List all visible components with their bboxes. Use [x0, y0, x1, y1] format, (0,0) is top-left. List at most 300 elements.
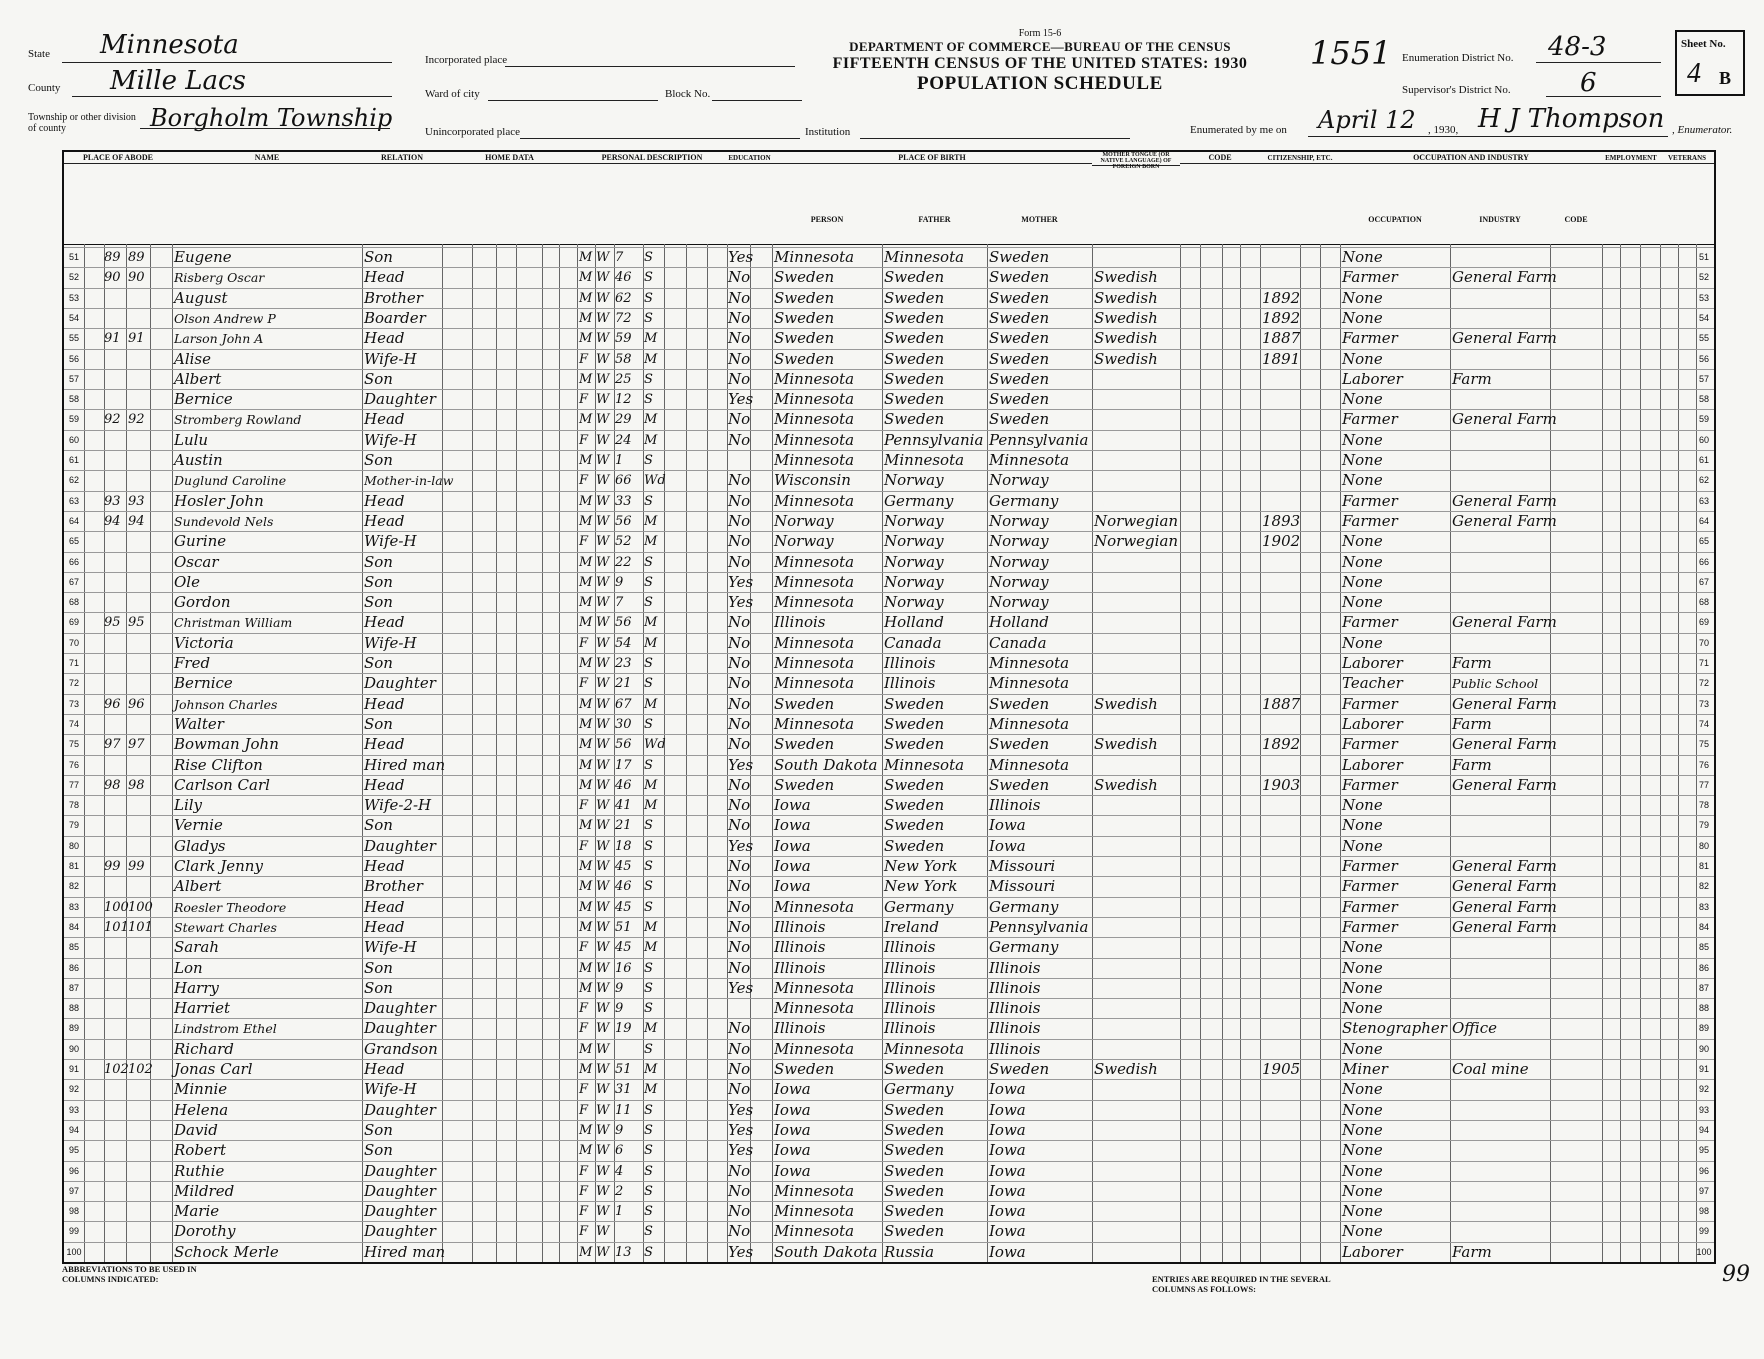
age-cell: 6 — [615, 1143, 624, 1159]
birthplace-mother-cell: Pennsylvania — [989, 430, 1089, 449]
family-number-cell: 97 — [128, 737, 145, 753]
person-name-cell: Larson John A — [174, 331, 264, 347]
age-cell: 62 — [615, 290, 632, 306]
age-cell: 56 — [615, 513, 632, 529]
race-cell: W — [596, 696, 610, 712]
line-number-right: 95 — [1698, 1145, 1709, 1156]
birthplace-person-cell: Illinois — [774, 1019, 826, 1038]
table-row — [64, 1201, 1714, 1221]
marital-status-cell: S — [644, 392, 653, 408]
birthplace-mother-cell: Illinois — [989, 958, 1041, 977]
line-number-right: 97 — [1698, 1185, 1709, 1196]
dwelling-number-cell: 99 — [104, 859, 121, 874]
birthplace-person-cell: Minnesota — [774, 410, 855, 429]
mother-tongue-cell: Swedish — [1094, 1060, 1158, 1078]
occupation-cell: None — [1342, 288, 1383, 307]
race-cell: W — [596, 270, 610, 286]
line-number-right: 78 — [1698, 800, 1709, 811]
birthplace-father-cell: Sweden — [884, 369, 945, 388]
birthplace-person-cell: Minnesota — [774, 897, 855, 916]
sex-cell: M — [579, 250, 593, 265]
age-cell: 51 — [615, 919, 632, 935]
birthplace-person-cell: Illinois — [774, 917, 826, 936]
enumerated-label: Enumerated by me on — [1190, 124, 1287, 136]
table-row — [64, 369, 1714, 389]
age-cell: 12 — [615, 392, 632, 408]
line-number-right: 84 — [1698, 921, 1709, 932]
school-attendance-cell: No — [728, 308, 751, 327]
line-number: 57 — [68, 373, 79, 384]
age-cell: 22 — [615, 554, 632, 570]
occupation-cell: None — [1342, 471, 1383, 490]
birthplace-father-cell: Norway — [884, 471, 944, 490]
line-number: 92 — [68, 1084, 79, 1095]
school-attendance-cell: No — [728, 491, 751, 510]
birthplace-father-cell: Illinois — [884, 938, 936, 957]
age-cell: 46 — [615, 777, 632, 793]
birthplace-father-cell: Sweden — [884, 836, 945, 855]
birthplace-person-cell: Iowa — [774, 796, 811, 815]
birthplace-father-cell: Pennsylvania — [884, 430, 984, 449]
line-number: 52 — [68, 272, 79, 283]
birthplace-mother-cell: Sweden — [989, 775, 1050, 794]
occupation-cell: Farmer — [1342, 735, 1398, 754]
birthplace-mother-cell: Illinois — [989, 1019, 1041, 1038]
marital-status-cell: S — [644, 960, 653, 976]
birthplace-father-cell: Minnesota — [884, 1039, 965, 1058]
occupation-cell: None — [1342, 978, 1383, 997]
birthplace-mother-cell: Minnesota — [989, 654, 1070, 672]
subhdr-occupation: OCCUPATION — [1368, 215, 1422, 224]
table-row — [64, 308, 1714, 328]
year-label: , 1930, — [1428, 124, 1459, 136]
occupation-cell: None — [1342, 816, 1383, 835]
person-name-cell: Jonas Carl — [174, 1060, 253, 1078]
person-name-cell: Johnson Charles — [174, 696, 278, 712]
age-cell: 9 — [615, 1122, 624, 1138]
line-number: 89 — [68, 1023, 79, 1034]
race-cell: W — [596, 392, 610, 408]
school-attendance-cell: No — [728, 735, 751, 754]
line-number-right: 55 — [1698, 333, 1709, 344]
census-title: FIFTEENTH CENSUS OF THE UNITED STATES: 1930 — [832, 55, 1248, 72]
birthplace-father-cell: Sweden — [884, 694, 945, 713]
table-row — [64, 288, 1714, 308]
person-name-cell: Ole — [174, 572, 200, 591]
sex-cell: M — [579, 919, 593, 935]
industry-cell: General Farm — [1452, 491, 1557, 510]
sex-cell: M — [579, 1244, 593, 1260]
line-number: 88 — [68, 1003, 79, 1014]
state-underline — [62, 62, 392, 63]
person-name-cell: Duglund Caroline — [174, 473, 287, 489]
sex-cell: M — [579, 310, 593, 326]
occupation-cell: Laborer — [1342, 654, 1403, 672]
mother-tongue-cell: Norwegian — [1094, 511, 1179, 530]
occupation-cell: None — [1342, 552, 1383, 571]
industry-cell: General Farm — [1452, 329, 1557, 348]
group-code: CODE — [1180, 152, 1260, 164]
family-number-cell: 95 — [128, 615, 145, 631]
subhdr-industry: INDUSTRY — [1479, 215, 1521, 224]
occupation-cell: None — [1342, 836, 1383, 855]
marital-status-cell: S — [644, 310, 653, 326]
birthplace-mother-cell: Minnesota — [989, 714, 1070, 733]
age-cell: 45 — [615, 899, 632, 915]
birthplace-person-cell: Minnesota — [774, 1039, 855, 1058]
occupation-cell: Farmer — [1342, 917, 1398, 936]
sheet-side: B — [1719, 68, 1732, 88]
relation-cell: Hired man — [364, 1242, 446, 1261]
table-row — [64, 673, 1714, 693]
school-attendance-cell: No — [728, 1039, 751, 1058]
marital-status-cell: S — [644, 453, 653, 468]
birthplace-mother-cell: Illinois — [989, 999, 1041, 1018]
table-row — [64, 1059, 1714, 1079]
group-employment: EMPLOYMENT — [1602, 152, 1660, 164]
industry-cell: General Farm — [1452, 694, 1557, 713]
age-cell: 23 — [615, 656, 632, 671]
dwelling-number-cell: 101 — [104, 919, 129, 935]
sex-cell: F — [579, 676, 589, 692]
race-cell: W — [596, 737, 610, 753]
relation-cell: Daughter — [364, 1161, 436, 1180]
marital-status-cell: M — [644, 513, 658, 529]
birthplace-person-cell: Sweden — [774, 349, 835, 368]
sex-cell: M — [579, 453, 593, 468]
marital-status-cell: S — [644, 493, 653, 509]
age-cell: 54 — [615, 635, 632, 651]
line-number-right: 90 — [1698, 1043, 1709, 1054]
line-number-right: 100 — [1696, 1246, 1712, 1257]
table-row — [64, 328, 1714, 348]
enumerated-date: April 12 — [1318, 106, 1416, 134]
birthplace-mother-cell: Norway — [989, 511, 1049, 530]
occupation-cell: None — [1342, 633, 1383, 652]
line-number: 66 — [68, 556, 79, 567]
birthplace-person-cell: Minnesota — [774, 491, 855, 510]
race-cell: W — [596, 1021, 610, 1037]
relation-cell: Daughter — [364, 674, 436, 693]
dwelling-number-cell: 90 — [104, 270, 121, 286]
marital-status-cell: S — [644, 1143, 653, 1159]
sex-cell: M — [579, 493, 593, 509]
table-row — [64, 653, 1714, 673]
birthplace-mother-cell: Sweden — [989, 349, 1050, 368]
race-cell: W — [596, 534, 610, 550]
line-number: 65 — [68, 536, 79, 547]
marital-status-cell: S — [644, 574, 653, 590]
line-number-right: 60 — [1698, 434, 1709, 445]
relation-cell: Grandson — [364, 1039, 438, 1058]
school-attendance-cell: Yes — [728, 390, 754, 409]
sex-cell: M — [579, 777, 593, 793]
marital-status-cell: S — [644, 818, 653, 834]
birthplace-father-cell: Sweden — [884, 1161, 945, 1180]
birthplace-mother-cell: Sweden — [989, 268, 1050, 287]
occupation-cell: Farmer — [1342, 857, 1398, 875]
birthplace-mother-cell: Germany — [989, 491, 1059, 510]
line-number: 56 — [68, 353, 79, 364]
age-cell: 4 — [615, 1163, 624, 1179]
marital-status-cell: M — [644, 696, 658, 712]
race-cell: W — [596, 1102, 610, 1118]
supervisor-underline — [1546, 96, 1661, 97]
entries-title: ENTRIES ARE REQUIRED IN THE SEVERAL COLUMNS AS FOLLOWS: — [1152, 1274, 1331, 1294]
table-row — [64, 247, 1714, 267]
race-cell: W — [596, 899, 610, 915]
birthplace-person-cell: Minnesota — [774, 1202, 855, 1221]
header-title-block — [780, 28, 1300, 95]
sex-cell: M — [579, 818, 593, 834]
dwelling-number-cell: 95 — [104, 615, 121, 631]
occupation-cell: Farmer — [1342, 775, 1398, 794]
line-number: 53 — [68, 292, 79, 303]
person-name-cell: Gladys — [174, 836, 226, 855]
line-number: 79 — [68, 820, 79, 831]
line-number: 62 — [68, 475, 79, 486]
marital-status-cell: S — [644, 1224, 653, 1240]
birthplace-father-cell: Norway — [884, 572, 944, 591]
line-number: 81 — [68, 861, 79, 871]
birthplace-father-cell: Norway — [884, 593, 944, 612]
stamp-number: 1551 — [1310, 34, 1392, 72]
dwelling-number-cell: 102 — [104, 1062, 129, 1077]
line-number-right: 81 — [1698, 861, 1709, 871]
instructions-footer — [62, 1262, 1712, 1342]
race-cell: W — [596, 879, 610, 895]
relation-cell: Daughter — [364, 1100, 436, 1119]
occupation-cell: None — [1342, 1181, 1383, 1200]
institution-label: Institution — [805, 126, 851, 138]
occupation-cell: None — [1342, 796, 1383, 815]
immigration-year-cell: 1903 — [1262, 775, 1301, 794]
header-bottom-rule — [64, 244, 1714, 245]
school-attendance-cell: No — [728, 349, 751, 368]
line-number-right: 58 — [1698, 394, 1709, 405]
birthplace-person-cell: Minnesota — [774, 654, 855, 672]
occupation-cell: Farmer — [1342, 410, 1398, 429]
occupation-cell: Miner — [1342, 1060, 1388, 1078]
line-number-right: 85 — [1698, 942, 1709, 953]
line-number: 69 — [68, 617, 79, 628]
person-name-cell: Marie — [174, 1202, 220, 1221]
ed-label: Enumeration District No. — [1402, 52, 1514, 64]
occupation-cell: None — [1342, 451, 1383, 469]
birthplace-mother-cell: Iowa — [989, 1100, 1026, 1119]
birthplace-father-cell: Sweden — [884, 1181, 945, 1200]
industry-cell: Office — [1452, 1019, 1497, 1038]
occupation-cell: None — [1342, 938, 1383, 957]
line-number-right: 52 — [1698, 272, 1709, 283]
group-relation: RELATION — [362, 152, 442, 164]
race-cell: W — [596, 453, 610, 468]
relation-cell: Son — [364, 248, 393, 266]
occupation-cell: None — [1342, 1161, 1383, 1180]
occupation-cell: Farmer — [1342, 694, 1398, 713]
race-cell: W — [596, 919, 610, 935]
birthplace-person-cell: Minnesota — [774, 552, 855, 571]
age-cell: 29 — [615, 412, 632, 428]
birthplace-person-cell: Norway — [774, 511, 834, 530]
institution-underline — [860, 138, 1130, 139]
relation-cell: Son — [364, 552, 393, 571]
race-cell: W — [596, 1122, 610, 1138]
race-cell: W — [596, 1163, 610, 1179]
birthplace-mother-cell: Sweden — [989, 390, 1050, 409]
race-cell: W — [596, 554, 610, 570]
marital-status-cell: S — [644, 879, 653, 895]
school-attendance-cell: No — [728, 1019, 751, 1038]
race-cell: W — [596, 980, 610, 996]
marital-status-cell: M — [644, 615, 658, 631]
line-number: 85 — [68, 942, 79, 953]
marital-status-cell: S — [644, 859, 653, 874]
line-number-right: 82 — [1698, 881, 1709, 892]
group-mother-tongue: MOTHER TONGUE (OR NATIVE LANGUAGE) OF FOREIGN BORN — [1092, 152, 1180, 166]
line-number: 75 — [68, 739, 79, 750]
school-attendance-cell: No — [728, 674, 751, 693]
table-row — [64, 795, 1714, 815]
person-name-cell: Richard — [174, 1039, 234, 1058]
state-label: State — [28, 48, 50, 60]
birthplace-mother-cell: Sweden — [989, 369, 1050, 388]
line-number-right: 74 — [1698, 718, 1709, 729]
birthplace-father-cell: Sweden — [884, 735, 945, 754]
marital-status-cell: M — [644, 1082, 658, 1098]
sex-cell: F — [579, 1204, 589, 1220]
race-cell: W — [596, 310, 610, 326]
table-row — [64, 1242, 1714, 1262]
family-number-cell: 89 — [128, 250, 145, 265]
birthplace-mother-cell: Iowa — [989, 1222, 1026, 1241]
sex-cell: F — [579, 473, 589, 489]
immigration-year-cell: 1887 — [1262, 329, 1301, 348]
birthplace-person-cell: Minnesota — [774, 593, 855, 612]
group-place-of-abode: PLACE OF ABODE — [64, 152, 172, 164]
table-row — [64, 470, 1714, 490]
mother-tongue-cell: Norwegian — [1094, 532, 1179, 551]
industry-cell: General Farm — [1452, 775, 1557, 794]
table-row — [64, 1079, 1714, 1099]
line-number: 90 — [68, 1043, 79, 1054]
table-row — [64, 755, 1714, 775]
age-cell: 9 — [615, 1001, 624, 1017]
age-cell: 25 — [615, 371, 632, 387]
race-cell: W — [596, 331, 610, 347]
group-place-of-birth: PLACE OF BIRTH — [772, 152, 1092, 164]
age-cell: 56 — [615, 737, 632, 753]
sheet-label: Sheet No. — [1681, 38, 1726, 50]
occupation-cell: Teacher — [1342, 674, 1403, 693]
person-name-cell: Ruthie — [174, 1161, 225, 1180]
race-cell: W — [596, 940, 610, 956]
table-row — [64, 1039, 1714, 1059]
birthplace-person-cell: Sweden — [774, 268, 835, 287]
line-number: 74 — [68, 718, 79, 729]
immigration-year-cell: 1892 — [1262, 308, 1301, 327]
birthplace-father-cell: Illinois — [884, 1019, 936, 1038]
relation-cell: Head — [364, 1060, 405, 1078]
age-cell: 58 — [615, 351, 632, 367]
relation-cell: Son — [364, 978, 393, 997]
person-name-cell: Walter — [174, 714, 224, 733]
birthplace-mother-cell: Iowa — [989, 836, 1026, 855]
school-attendance-cell: No — [728, 654, 751, 672]
line-number: 80 — [68, 840, 79, 851]
school-attendance-cell: No — [728, 1161, 751, 1180]
age-cell: 46 — [615, 270, 632, 286]
line-number: 67 — [68, 576, 79, 587]
line-number: 82 — [68, 881, 79, 892]
marital-status-cell: S — [644, 676, 653, 692]
age-cell: 33 — [615, 493, 632, 509]
school-attendance-cell: Yes — [728, 1100, 754, 1119]
township-underline — [140, 128, 390, 129]
school-attendance-cell: No — [728, 1222, 751, 1241]
race-cell: W — [596, 351, 610, 367]
sex-cell: M — [579, 1143, 593, 1159]
birthplace-father-cell: Sweden — [884, 390, 945, 409]
ed-underline — [1536, 62, 1661, 63]
subhdr-code: CODE — [1564, 215, 1588, 224]
industry-cell: General Farm — [1452, 613, 1557, 632]
school-attendance-cell: No — [728, 857, 751, 875]
birthplace-mother-cell: Germany — [989, 938, 1059, 957]
birthplace-mother-cell: Germany — [989, 897, 1059, 916]
birthplace-mother-cell: Norway — [989, 593, 1049, 612]
person-name-cell: Victoria — [174, 633, 234, 652]
birthplace-father-cell: Sweden — [884, 308, 945, 327]
table-row — [64, 409, 1714, 429]
person-name-cell: Stromberg Rowland — [174, 412, 302, 428]
person-name-cell: Rise Clifton — [174, 755, 263, 774]
race-cell: W — [596, 432, 610, 448]
race-cell: W — [596, 960, 610, 976]
age-cell: 30 — [615, 716, 632, 732]
industry-cell: Coal mine — [1452, 1060, 1529, 1078]
birthplace-person-cell: Iowa — [774, 1161, 811, 1180]
industry-cell: General Farm — [1452, 410, 1557, 429]
school-attendance-cell: No — [728, 958, 751, 977]
age-cell: 2 — [615, 1183, 624, 1199]
person-name-cell: Gordon — [174, 593, 231, 612]
line-number-right: 88 — [1698, 1003, 1709, 1014]
school-attendance-cell: Yes — [728, 755, 754, 774]
person-name-cell: Bernice — [174, 390, 233, 409]
person-name-cell: Mildred — [174, 1181, 235, 1200]
person-name-cell: Gurine — [174, 532, 227, 551]
relation-cell: Son — [364, 572, 393, 591]
race-cell: W — [596, 1082, 610, 1098]
family-number-cell: 99 — [128, 859, 145, 874]
marital-status-cell: M — [644, 635, 658, 651]
industry-cell: Public School — [1452, 676, 1539, 692]
person-name-cell: Risberg Oscar — [174, 270, 265, 286]
marital-status-cell: S — [644, 250, 653, 265]
occupation-cell: None — [1342, 308, 1383, 327]
line-number-right: 77 — [1698, 779, 1709, 790]
sex-cell: M — [579, 1122, 593, 1138]
abbreviations-title: ABBREVIATIONS TO BE USED IN COLUMNS INDICATED: — [62, 1264, 197, 1284]
age-cell: 56 — [615, 615, 632, 631]
birthplace-mother-cell: Sweden — [989, 735, 1050, 754]
school-attendance-cell: No — [728, 917, 751, 936]
relation-cell: Brother — [364, 877, 423, 896]
sex-cell: M — [579, 615, 593, 631]
relation-cell: Wife-H — [364, 938, 417, 957]
industry-cell: General Farm — [1452, 917, 1557, 936]
